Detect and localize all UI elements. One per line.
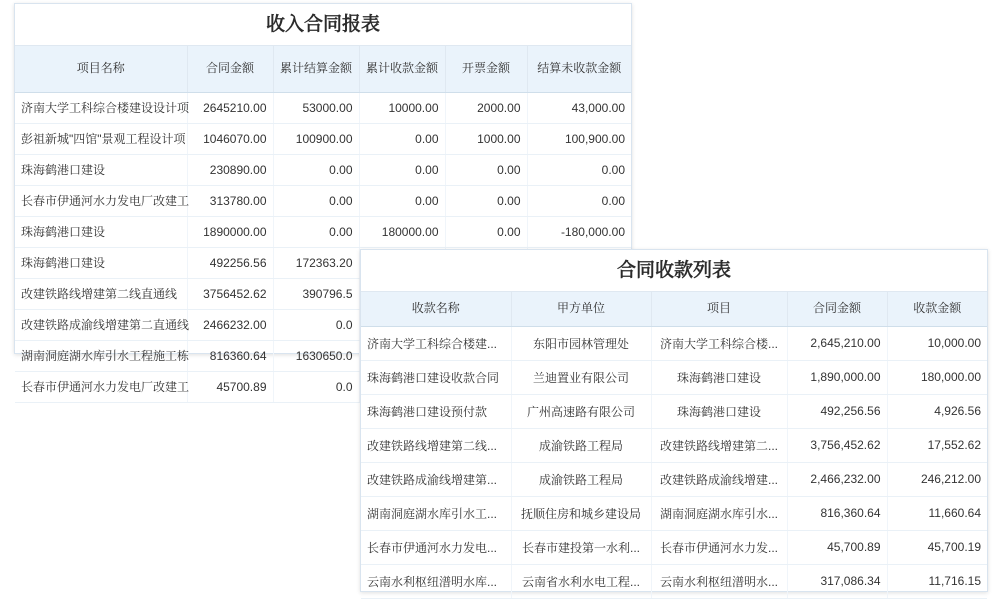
receipt-cell-party: 成渝铁路工程局 — [511, 462, 651, 496]
receipt-cell-project[interactable]: 珠海鹤港口建设 — [651, 394, 787, 428]
table-row[interactable] — [361, 564, 987, 598]
report-cell-settled-amount: 100900.00 — [273, 123, 359, 154]
report-cell-received-amount: 0.00 — [359, 185, 445, 216]
report-cell-contract-amount: 313780.00 — [187, 185, 273, 216]
report-cell-contract-amount: 2466232.00 — [187, 309, 273, 340]
table-row[interactable] — [361, 496, 987, 530]
report-col-invoiced-amount[interactable]: 开票金额 — [445, 46, 527, 92]
receipt-cell-project[interactable]: 珠海鹤港口建设 — [651, 360, 787, 394]
report-cell-unpaid-amount: 100,900.00 — [527, 123, 631, 154]
receipt-col-contract-amount[interactable]: 合同金额 — [787, 292, 887, 326]
report-cell-invoiced-amount: 1000.00 — [445, 123, 527, 154]
report-cell-unpaid-amount: 43,000.00 — [527, 92, 631, 123]
report-cell-project-name[interactable]: 济南大学工科综合楼建设设计项 — [15, 92, 187, 123]
receipt-cell-contract-amount: 45,700.89 — [787, 530, 887, 564]
receipt-cell-amount: 180,000.00 — [887, 360, 987, 394]
report-cell-contract-amount: 816360.64 — [187, 340, 273, 371]
receipt-cell-name[interactable]: 济南大学工科综合楼建... — [361, 326, 511, 360]
receipt-cell-amount: 10,000.00 — [887, 326, 987, 360]
report-cell-settled-amount: 390796.5 — [273, 278, 359, 309]
report-cell-settled-amount: 0.0 — [273, 371, 359, 402]
receipt-cell-amount: 11,716.15 — [887, 564, 987, 598]
report-cell-invoiced-amount: 0.00 — [445, 154, 527, 185]
report-cell-settled-amount: 1630650.0 — [273, 340, 359, 371]
receipt-table-head — [361, 292, 987, 326]
table-row[interactable] — [15, 154, 631, 185]
receipt-cell-party: 长春市建投第一水利... — [511, 530, 651, 564]
report-cell-unpaid-amount: 0.00 — [527, 185, 631, 216]
report-cell-invoiced-amount: 0.00 — [445, 216, 527, 247]
report-cell-received-amount: 180000.00 — [359, 216, 445, 247]
receipt-cell-amount: 4,926.56 — [887, 394, 987, 428]
table-row[interactable] — [15, 216, 631, 247]
receipt-cell-name[interactable]: 珠海鹤港口建设预付款 — [361, 394, 511, 428]
report-cell-unpaid-amount: -180,000.00 — [527, 216, 631, 247]
table-row[interactable] — [361, 530, 987, 564]
receipt-col-party-a[interactable]: 甲方单位 — [511, 292, 651, 326]
receipt-cell-party: 成渝铁路工程局 — [511, 428, 651, 462]
receipt-cell-contract-amount: 816,360.64 — [787, 496, 887, 530]
receipt-col-receipt-amount[interactable]: 收款金额 — [887, 292, 987, 326]
contract-receipt-list-panel — [360, 249, 988, 592]
report-cell-contract-amount: 1046070.00 — [187, 123, 273, 154]
report-cell-project-name[interactable]: 改建铁路成渝线增建第二直通线 — [15, 309, 187, 340]
receipt-col-project[interactable]: 项目 — [651, 292, 787, 326]
table-row[interactable] — [361, 428, 987, 462]
report-cell-settled-amount: 0.00 — [273, 154, 359, 185]
report-col-settled-amount[interactable]: 累计结算金额 — [273, 46, 359, 92]
receipt-cell-project[interactable]: 长春市伊通河水力发... — [651, 530, 787, 564]
receipt-cell-party: 东阳市园林管理处 — [511, 326, 651, 360]
report-table-head — [15, 46, 631, 92]
report-cell-invoiced-amount: 2000.00 — [445, 92, 527, 123]
receipt-cell-contract-amount: 317,086.34 — [787, 564, 887, 598]
report-col-project-name[interactable]: 项目名称 — [15, 46, 187, 92]
report-cell-contract-amount: 3756452.62 — [187, 278, 273, 309]
receipt-cell-party: 云南省水利水电工程... — [511, 564, 651, 598]
report-cell-project-name[interactable]: 长春市伊通河水力发电厂改建工 — [15, 185, 187, 216]
receipt-cell-contract-amount: 2,645,210.00 — [787, 326, 887, 360]
receipt-cell-contract-amount: 1,890,000.00 — [787, 360, 887, 394]
receipt-panel-title: 合同收款列表 — [361, 250, 987, 292]
table-row[interactable] — [361, 462, 987, 496]
receipt-cell-name[interactable]: 改建铁路线增建第二线... — [361, 428, 511, 462]
report-cell-project-name[interactable]: 改建铁路线增建第二线直通线 — [15, 278, 187, 309]
receipt-cell-name[interactable]: 长春市伊通河水力发电... — [361, 530, 511, 564]
receipt-cell-amount: 246,212.00 — [887, 462, 987, 496]
report-col-contract-amount[interactable]: 合同金额 — [187, 46, 273, 92]
receipt-cell-name[interactable]: 湖南洞庭湖水库引水工... — [361, 496, 511, 530]
report-cell-project-name[interactable]: 珠海鹤港口建设 — [15, 216, 187, 247]
receipt-cell-project[interactable]: 改建铁路成渝线增建... — [651, 462, 787, 496]
report-cell-project-name[interactable]: 珠海鹤港口建设 — [15, 247, 187, 278]
receipt-cell-name[interactable]: 珠海鹤港口建设收款合同 — [361, 360, 511, 394]
report-cell-invoiced-amount: 0.00 — [445, 185, 527, 216]
report-cell-contract-amount: 492256.56 — [187, 247, 273, 278]
report-cell-contract-amount: 1890000.00 — [187, 216, 273, 247]
report-cell-settled-amount: 0.0 — [273, 309, 359, 340]
receipt-cell-project[interactable]: 湖南洞庭湖水库引水... — [651, 496, 787, 530]
receipt-cell-project[interactable]: 改建铁路线增建第二... — [651, 428, 787, 462]
report-col-received-amount[interactable]: 累计收款金额 — [359, 46, 445, 92]
receipt-table-body — [361, 326, 987, 598]
receipt-header-row — [361, 292, 987, 326]
report-cell-received-amount: 0.00 — [359, 154, 445, 185]
report-header-row — [15, 46, 631, 92]
table-row[interactable] — [361, 326, 987, 360]
report-cell-settled-amount: 0.00 — [273, 216, 359, 247]
report-cell-settled-amount: 53000.00 — [273, 92, 359, 123]
report-cell-contract-amount: 230890.00 — [187, 154, 273, 185]
receipt-table-container[interactable] — [361, 292, 987, 592]
report-cell-contract-amount: 45700.89 — [187, 371, 273, 402]
report-cell-contract-amount: 2645210.00 — [187, 92, 273, 123]
report-cell-project-name[interactable]: 珠海鹤港口建设 — [15, 154, 187, 185]
receipt-cell-name[interactable]: 云南水利枢纽潽明水库... — [361, 564, 511, 598]
table-row[interactable] — [15, 123, 631, 154]
report-cell-project-name[interactable]: 湖南洞庭湖水库引水工程施工栋 — [15, 340, 187, 371]
report-cell-settled-amount: 0.00 — [273, 185, 359, 216]
receipt-cell-party: 广州高速路有限公司 — [511, 394, 651, 428]
report-panel-title: 收入合同报表 — [15, 4, 631, 46]
receipt-col-receipt-name[interactable]: 收款名称 — [361, 292, 511, 326]
receipt-cell-name[interactable]: 改建铁路成渝线增建第... — [361, 462, 511, 496]
receipt-cell-project[interactable]: 云南水利枢纽潽明水... — [651, 564, 787, 598]
receipt-table — [361, 292, 987, 599]
report-cell-received-amount: 0.00 — [359, 123, 445, 154]
receipt-cell-contract-amount: 492,256.56 — [787, 394, 887, 428]
report-cell-settled-amount: 172363.20 — [273, 247, 359, 278]
receipt-cell-amount: 17,552.62 — [887, 428, 987, 462]
table-row[interactable] — [15, 92, 631, 123]
receipt-cell-party: 抚顺住房和城乡建设局 — [511, 496, 651, 530]
table-row[interactable] — [361, 394, 987, 428]
receipt-cell-party: 兰迪置业有限公司 — [511, 360, 651, 394]
receipt-cell-amount: 11,660.64 — [887, 496, 987, 530]
receipt-cell-project[interactable]: 济南大学工科综合楼... — [651, 326, 787, 360]
report-cell-received-amount: 10000.00 — [359, 92, 445, 123]
report-cell-project-name[interactable]: 彭祖新城"四馆"景观工程设计项 — [15, 123, 187, 154]
report-cell-unpaid-amount: 0.00 — [527, 154, 631, 185]
table-row[interactable] — [15, 185, 631, 216]
receipt-cell-contract-amount: 3,756,452.62 — [787, 428, 887, 462]
report-cell-project-name[interactable]: 长春市伊通河水力发电厂改建工 — [15, 371, 187, 402]
receipt-cell-amount: 45,700.19 — [887, 530, 987, 564]
report-col-unpaid-amount[interactable]: 结算未收款金额 — [527, 46, 631, 92]
receipt-cell-contract-amount: 2,466,232.00 — [787, 462, 887, 496]
table-row[interactable] — [361, 360, 987, 394]
